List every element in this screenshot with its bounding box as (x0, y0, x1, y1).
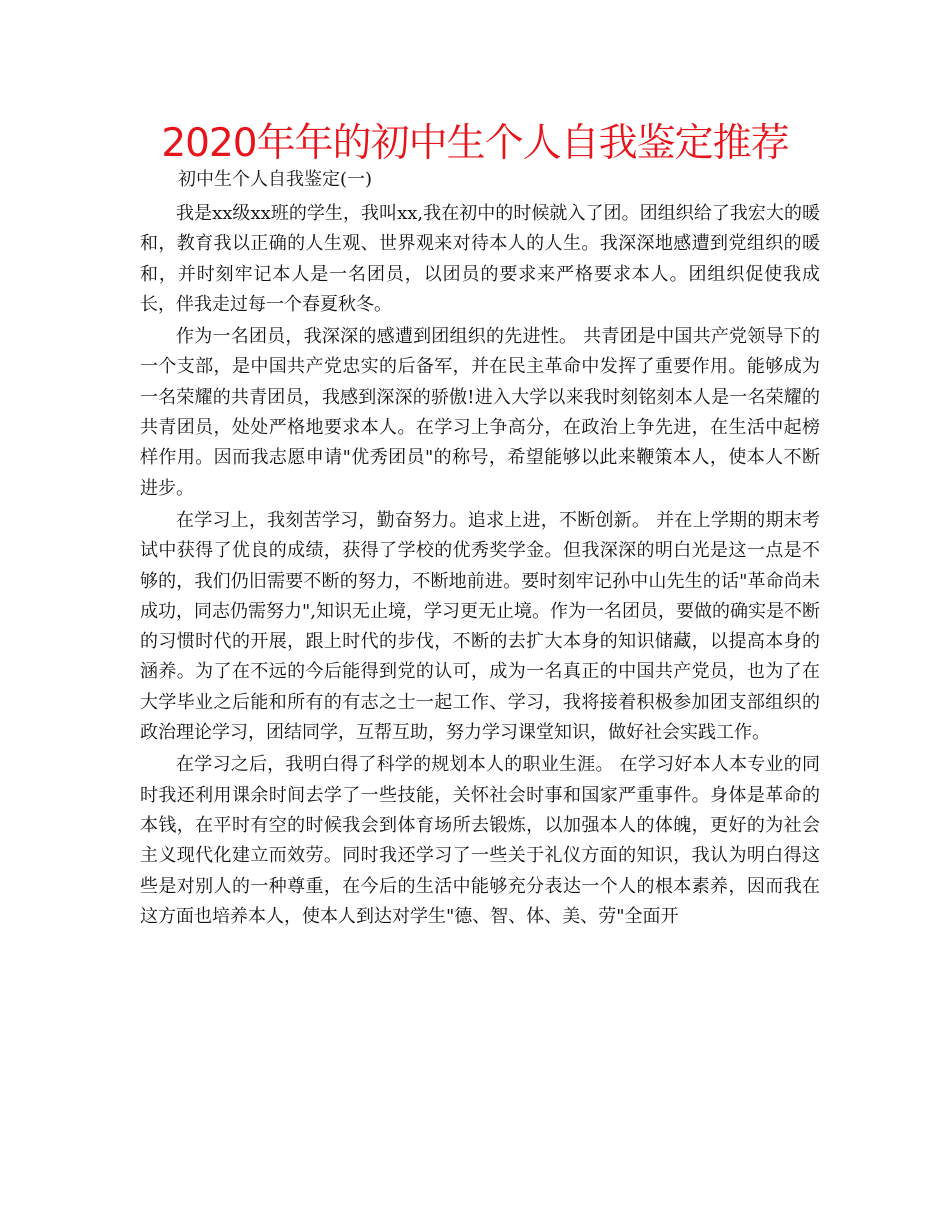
document-title: 2020年年的初中生个人自我鉴定推荐 (161, 121, 789, 166)
paragraph-1: 我是xx级xx班的学生，我叫xx,我在初中的时候就入了团。团组织给了我宏大的暖和，教育我以正确的人生观、世界观来对待本人的人生。我深深地感遭到党组织的暖和，并时刻牢记本人是一名团员，以团员的要求来严格要求本人。团组织促使我成长，伴我走过每一个春夏秋冬。 (140, 203, 820, 315)
section-subtitle: 初中生个人自我鉴定(一) (178, 169, 373, 190)
paragraph-2: 作为一名团员，我深深的感遭到团组织的先进性。 共青团是中国共产党领导下的一个支部，是中国共产党忠实的后备军，并在民主革命中发挥了重要作用。能够成为一名荣耀的共青团员，我感到深深的骄傲!进入大学以来我时刻铭刻本人是一名荣耀的共青团员，处处严格地要求本人。在学习上争高分，在政治上争先进，在生活中起榜样作用。因而我志愿申请"优秀团员"的称号，希望能够以此来鞭策本人，使本人不断进步。 (140, 326, 820, 499)
document-body (140, 199, 820, 932)
paragraph-3: 在学习上，我刻苦学习，勤奋努力。追求上进，不断创新。 并在上学期的期末考试中获得了优良的成绩，获得了学校的优秀奖学金。但我深深的明白光是这一点是不够的，我们仍旧需要不断的努力，不断地前进。要时刻牢记孙中山先生的话"革命尚未成功，同志仍需努力",知识无止境，学习更无止境。作为一名团员，要做的确实是不断的习惯时代的开展，跟上时代的步伐，不断的去扩大本身的知识储藏，以提高本身的涵养。为了在不远的今后能得到党的认可，成为一名真正的中国共产党员，也为了在大学毕业之后能和所有的有志之士一起工作、学习，我将接着积极参加团支部组织的政治理论学习，团结同学，互帮互助，努力学习课堂知识，做好社会实践工作。 (140, 509, 820, 744)
paragraph-4: 在学习之后，我明白得了科学的规划本人的职业生涯。 在学习好本人本专业的同时我还利用课余时间去学了一些技能，关怀社会时事和国家严重事件。身体是革命的本钱，在平时有空的时候我会到体育场所去锻炼，以加强本人的体魄，更好的为社会主义现代化建立而效劳。同时我还学习了一些关于礼仪方面的知识，我认为明白得这些是对别人的一种尊重，在今后的生活中能够充分表达一个人的根本素养，因而我在这方面也培养本人，使本人到达对学生"德、智、体、美、劳"全面开 (140, 754, 820, 927)
